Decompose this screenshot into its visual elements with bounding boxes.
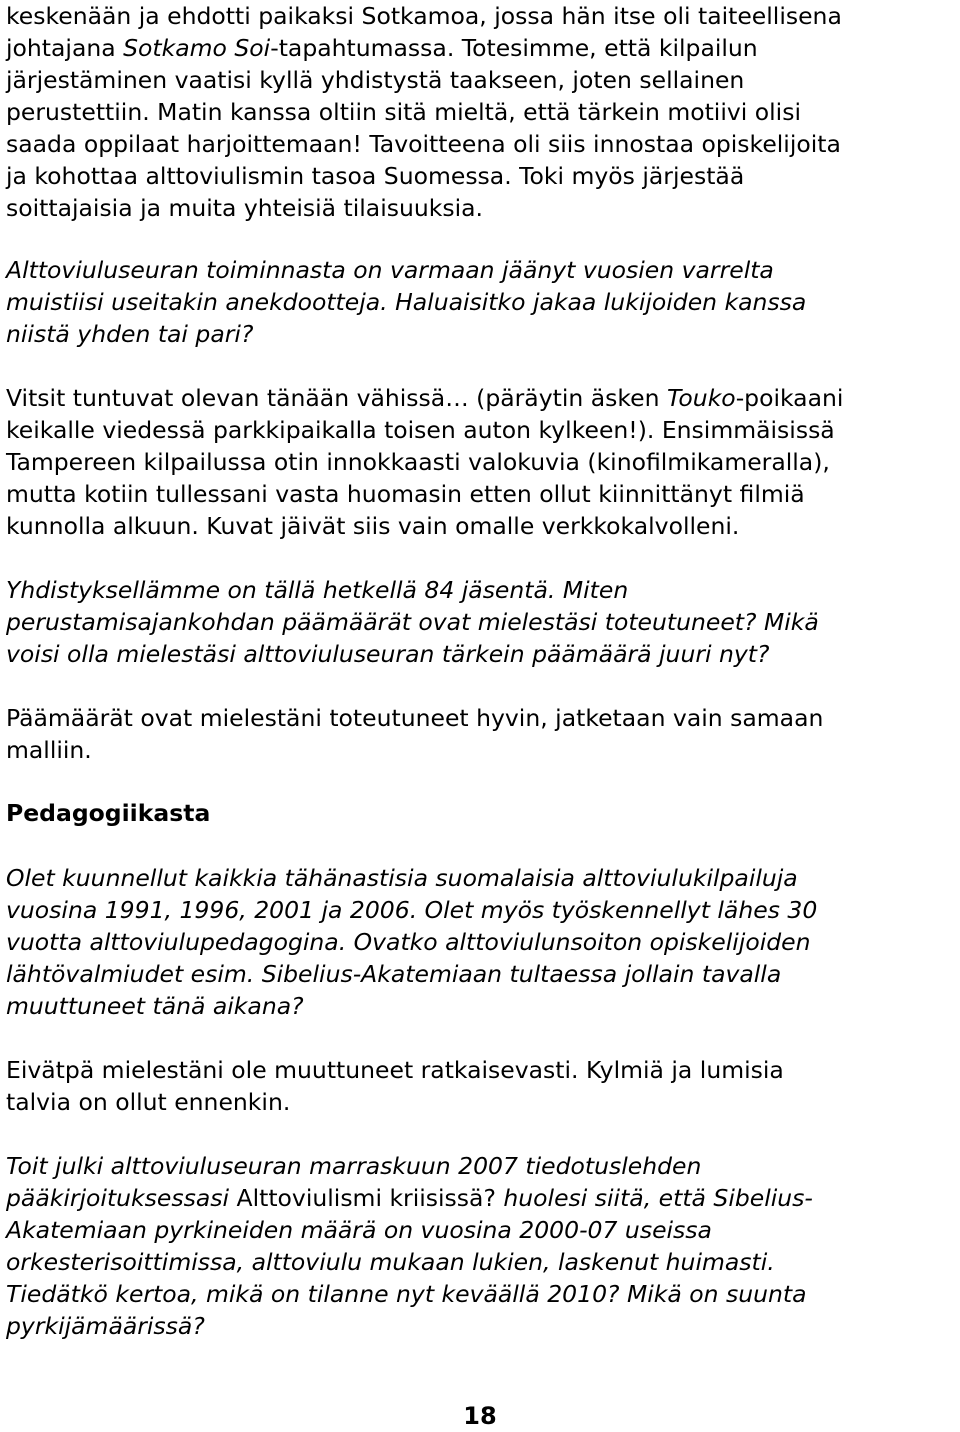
text-run: Vitsit tuntuvat olevan tänään vähissä… (päräytin äsken [6,384,667,412]
text-line: ja kohottaa alttoviulismin tasoa Suomessa. Toki myös järjestää [6,162,745,190]
text-line [6,382,843,414]
text-line: järjestäminen vaatisi kyllä yhdistystä taakseen, joten sellainen [6,66,745,94]
text-line: vuotta alttoviulupedagogina. Ovatko alttoviulunsoiton opiskelijoiden [6,928,811,956]
text-run: -poikaani [735,384,844,412]
text-line: Akatemiaan pyrkineiden määrä on vuosina 2000-07 useissa [6,1216,712,1244]
text-line: perustamisajankohdan päämäärät ovat mielestäsi toteutuneet? Mikä [6,608,819,636]
text-run: huolesi siitä, että Sibelius- [495,1184,813,1212]
text-line: perustettiin. Matin kanssa oltiin sitä mieltä, että tärkein motiivi olisi [6,98,801,126]
text-run: pääkirjoituksessasi [6,1184,237,1212]
text-line: saada oppilaat harjoittemaan! Tavoitteena oli siis innostaa opiskelijoita [6,130,841,158]
text-line: lähtövalmiudet esim. Sibelius-Akatemiaan tultaessa jollain tavalla [6,960,782,988]
text-line: muistiisi useitakin anekdootteja. Haluaisitko jakaa lukijoiden kanssa [6,288,807,316]
text-line: vuosina 1991, 1996, 2001 ja 2006. Olet myös työskennellyt lähes 30 [6,896,818,924]
section-heading: Pedagogiikasta [6,799,211,827]
text-line: talvia on ollut ennenkin. [6,1088,291,1116]
text-line: pyrkijämäärissä? [6,1312,205,1340]
text-line: Olet kuunnellut kaikkia tähänastisia suomalaisia alttoviulukilpailuja [6,864,798,892]
text-line: Eivätpä mielestäni ole muuttuneet ratkaisevasti. Kylmiä ja lumisia [6,1056,784,1084]
text-line [6,32,758,64]
text-line: voisi olla mielestäsi alttoviuluseuran tärkein päämäärä juuri nyt? [6,640,770,668]
event-name: Sotkamo Soi [123,34,271,62]
text-line: Päämäärät ovat mielestäni toteutuneet hyvin, jatketaan vain samaan [6,704,824,732]
text-line: niistä yhden tai pari? [6,320,254,348]
person-name: Touko [666,384,736,412]
text-line: soittajaisia ja muita yhteisiä tilaisuuksia. [6,194,484,222]
text-line: muuttuneet tänä aikana? [6,992,304,1020]
text-line: Tiedätkö kertoa, mikä on tilanne nyt keväällä 2010? Mikä on suunta [6,1280,807,1308]
text-line: malliin. [6,736,92,764]
text-run: -tapahtumassa. Totesimme, että kilpailun [270,34,758,62]
text-line: mutta kotiin tullessani vasta huomasin etten ollut kiinnittänyt filmiä [6,480,805,508]
text-run: johtajana [6,34,124,62]
text-line: kunnolla alkuun. Kuvat jäivät siis vain omalle verkkokalvolleni. [6,512,740,540]
text-line: orkesterisoittimissa, alttoviulu mukaan lukien, laskenut huimasti. [6,1248,775,1276]
editorial-title: Alttoviulismi kriisissä? [236,1184,496,1212]
text-line: Tampereen kilpailussa otin innokkaasti valokuvia (kinofilmikameralla), [6,448,830,476]
text-line: keskenään ja ehdotti paikaksi Sotkamoa, jossa hän itse oli taiteellisena [6,2,842,30]
text-line: Toit julki alttoviuluseuran marraskuun 2007 tiedotuslehden [6,1152,702,1180]
text-line: Alttoviuluseuran toiminnasta on varmaan jäänyt vuosien varrelta [6,256,774,284]
text-line: keikalle viedessä parkkipaikalla toisen auton kylkeen!). Ensimmäisissä [6,416,835,444]
text-line [6,1182,813,1214]
page-number: 18 [463,1402,497,1430]
text-line: Yhdistyksellämme on tällä hetkellä 84 jäsentä. Miten [6,576,629,604]
